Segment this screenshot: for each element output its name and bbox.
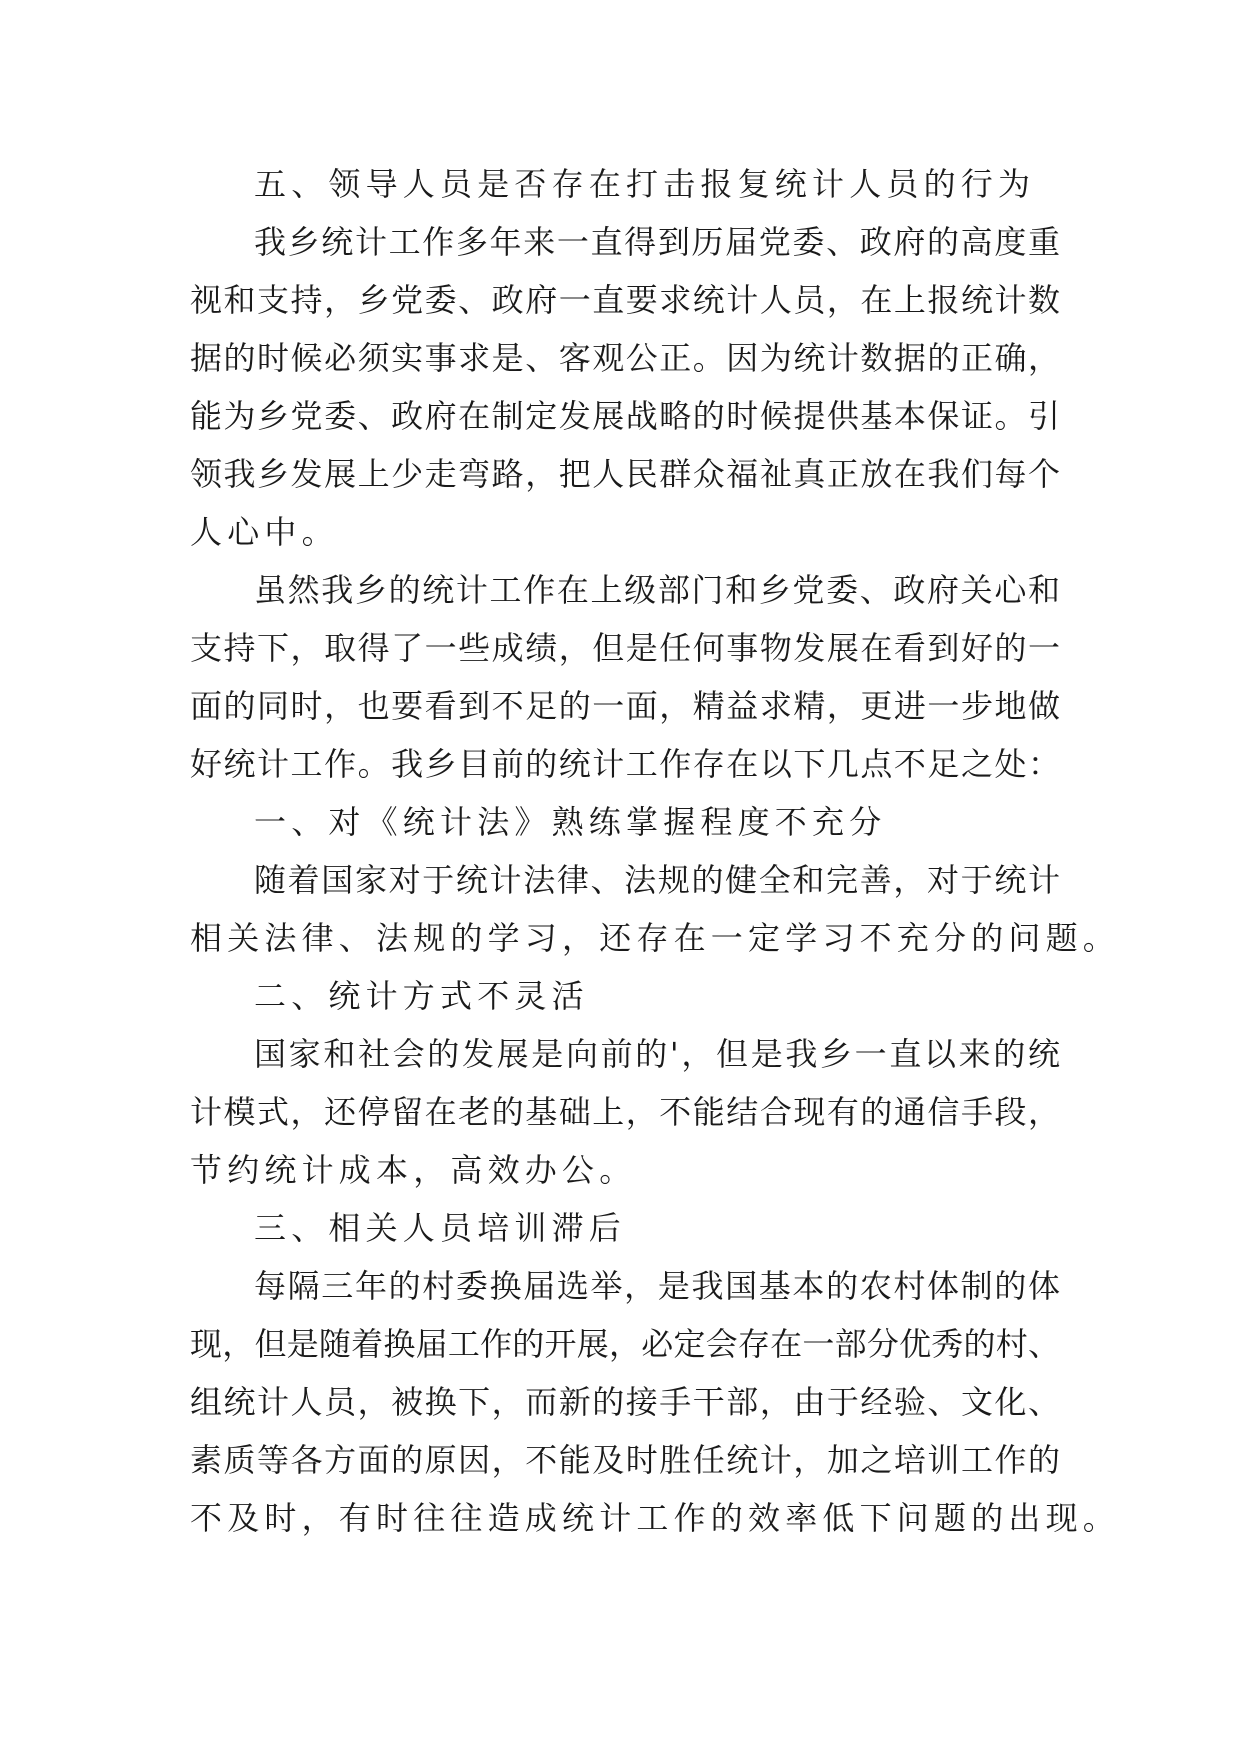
document-page <box>190 155 1121 1547</box>
section-heading-2: 二、统计方式不灵活 <box>254 977 589 1015</box>
paragraph-line: 组统计人员，被换下，而新的接手干部，由于经验、文化、 <box>190 1383 1060 1421</box>
paragraph-line: 每隔三年的村委换届选举，是我国基本的农村体制的体 <box>254 1267 1060 1305</box>
paragraph-line: 我乡统计工作多年来一直得到历届党委、政府的高度重 <box>254 223 1060 261</box>
paragraph-line: 随着国家对于统计法律、法规的健全和完善，对于统计 <box>254 861 1060 899</box>
paragraph-line: 素质等各方面的原因，不能及时胜任统计，加之培训工作的 <box>190 1441 1060 1479</box>
paragraph-line: 据的时候必须实事求是、客观公正。因为统计数据的正确， <box>190 339 1060 377</box>
paragraph-line: 虽然我乡的统计工作在上级部门和乡党委、政府关心和 <box>254 571 1060 609</box>
section-heading-5: 五、领导人员是否存在打击报复统计人员的行为 <box>254 165 1036 203</box>
section-heading-1: 一、对《统计法》熟练掌握程度不充分 <box>254 803 887 841</box>
paragraph-line: 支持下，取得了一些成绩，但是任何事物发展在看到好的一 <box>190 629 1060 667</box>
paragraph-line: 面的同时，也要看到不足的一面，精益求精，更进一步地做 <box>190 687 1060 725</box>
paragraph-line: 领我乡发展上少走弯路，把人民群众福祉真正放在我们每个 <box>190 455 1060 493</box>
paragraph-line: 现，但是随着换届工作的开展，必定会存在一部分优秀的村、 <box>190 1325 1060 1363</box>
paragraph-line: 不及时，有时往往造成统计工作的效率低下问题的出现。 <box>190 1499 1121 1537</box>
paragraph-line: 能为乡党委、政府在制定发展战略的时候提供基本保证。引 <box>190 397 1060 435</box>
paragraph-line: 节约统计成本，高效办公。 <box>190 1151 637 1189</box>
paragraph-line: 国家和社会的发展是向前的'，但是我乡一直以来的统 <box>254 1035 1060 1073</box>
paragraph-line: 好统计工作。我乡目前的统计工作存在以下几点不足之处： <box>190 745 1060 783</box>
paragraph-line: 计模式，还停留在老的基础上，不能结合现有的通信手段， <box>190 1093 1060 1131</box>
paragraph-line: 视和支持，乡党委、政府一直要求统计人员，在上报统计数 <box>190 281 1060 319</box>
paragraph-line: 人心中。 <box>190 513 339 551</box>
paragraph-line: 相关法律、法规的学习，还存在一定学习不充分的问题。 <box>190 919 1121 957</box>
section-heading-3: 三、相关人员培训滞后 <box>254 1209 627 1247</box>
